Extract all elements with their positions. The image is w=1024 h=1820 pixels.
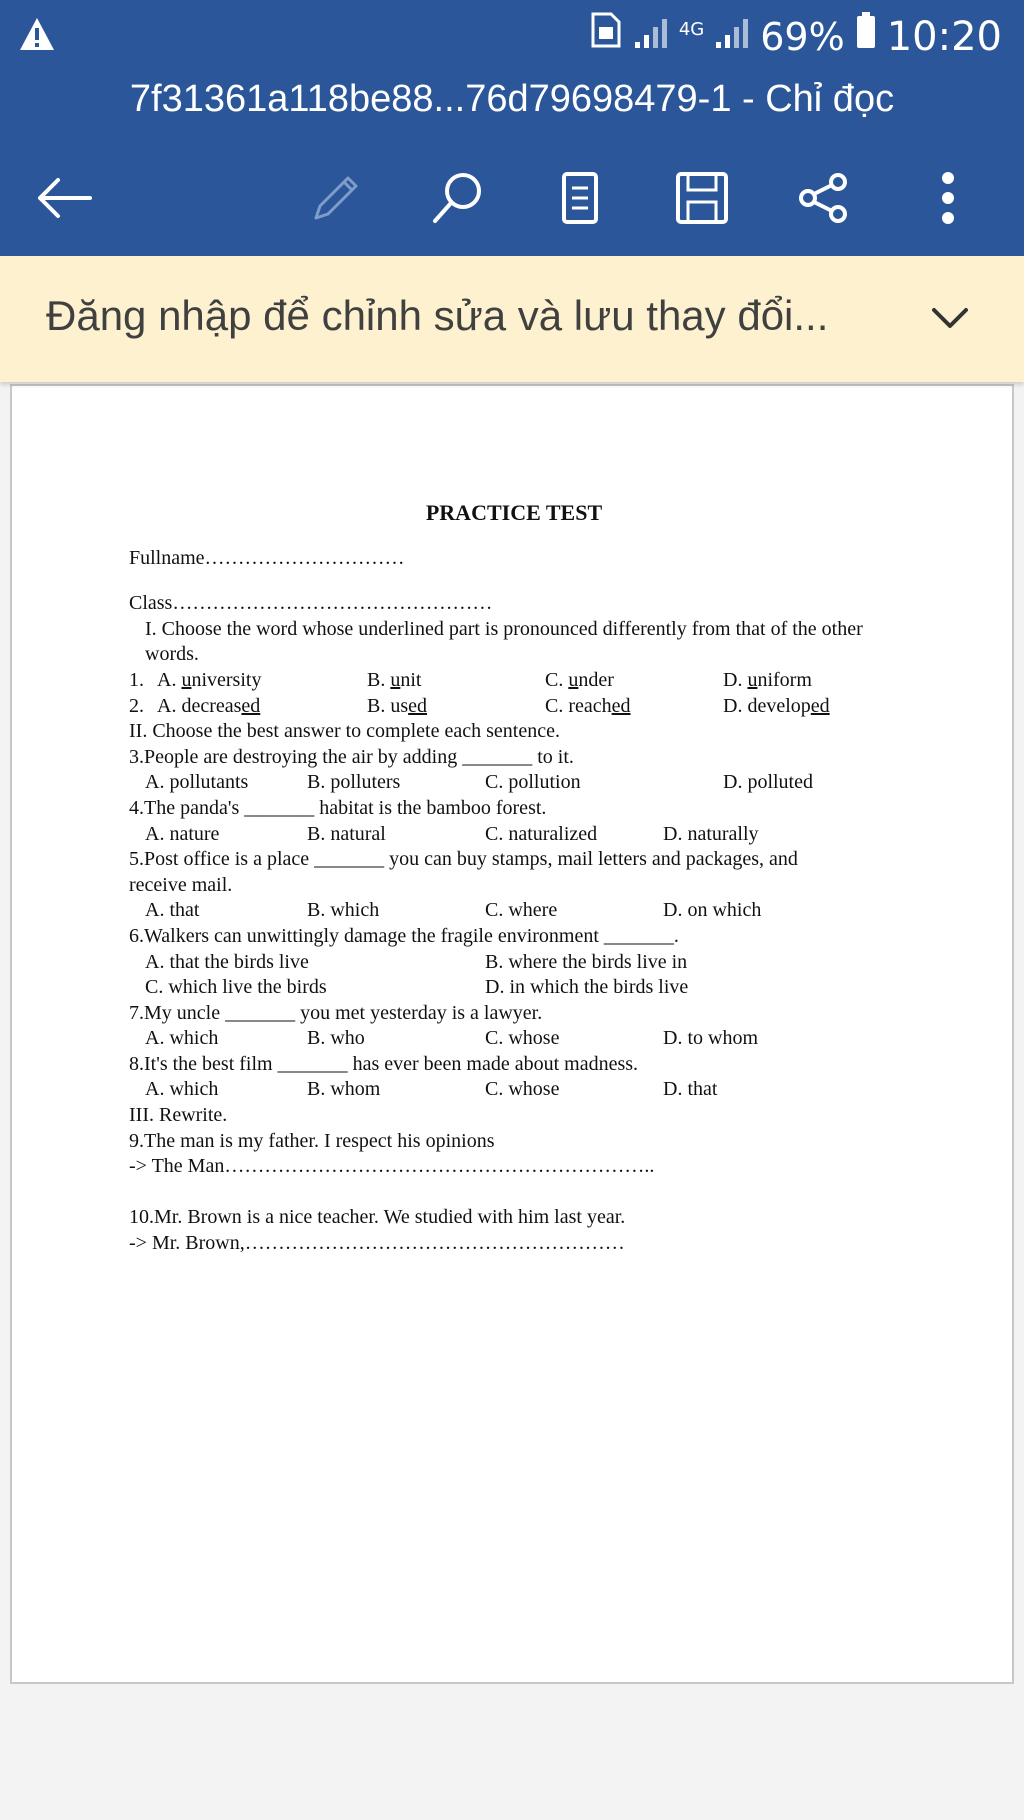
document-title: 7f31361a118be88...76d79698479-1 - Chỉ đọc [129,78,895,120]
sim-icon [589,10,623,63]
q1-option-b: B. unit [367,668,422,691]
status-right [589,10,1002,63]
app-bar [0,0,1024,256]
section-1-title: I. Choose the word whose underlined part is pronounced differently from that of the other words. [145,617,863,666]
network-type: 4G [678,18,705,40]
document-page[interactable] [10,384,1014,1684]
share-icon [796,170,852,226]
question-9-answer: -> The Man……………………………………………………….. [129,1155,655,1178]
q2-option-b: B. used [367,694,428,717]
section-2-title: II. Choose the best answer to complete each sentence. [129,720,560,743]
q1-option-a: A. university [157,668,262,691]
question-3-options: A. pollutants B. polluters C. pollution D. polluted [145,771,813,794]
status-bar [0,0,1024,72]
question-9-stem: 9.The man is my father. I respect his opinions [129,1129,495,1152]
question-8-options: A. which B. whom C. whose D. that [145,1078,718,1101]
question-2: 2. A. decreased B. used C. reached D. developed [129,694,919,720]
clock: 10:20 [886,13,1002,60]
q1-option-c: C. under [545,668,614,691]
sign-in-banner[interactable] [0,256,1024,382]
save-button[interactable] [662,158,742,238]
fullname-line: Fullname………………………… [129,546,405,569]
question-5-stem-2: receive mail. [129,873,233,896]
more-vertical-icon [938,170,958,226]
class-line: Class………………………………………… [129,592,493,615]
toolbar [0,158,1024,238]
question-6-options-row-2: C. which live the birds D. in which the birds live [145,976,689,999]
question-3-stem: 3.People are destroying the air by adding _______ to it. [129,745,574,768]
q2-option-a: A. decreased [157,694,261,717]
page-title: PRACTICE TEST [425,500,603,525]
question-6-options-row-1: A. that the birds live B. where the birds live in [145,950,688,973]
back-button[interactable] [24,158,104,238]
battery-icon [855,10,877,63]
question-10-answer: -> Mr. Brown,………………………………………………… [129,1232,625,1255]
reading-view-icon [560,170,600,226]
document-body [129,500,919,1257]
reading-view-button[interactable] [540,158,620,238]
question-8-stem: 8.It's the best film _______ has ever been made about madness. [129,1052,639,1075]
question-7-stem: 7.My uncle _______ you met yesterday is a lawyer. [129,1001,543,1024]
question-1: 1. A. university B. unit C. under D. uniform [129,668,919,694]
question-6-stem: 6.Walkers can unwittingly damage the fragile environment _______. [129,924,679,947]
section-3-title: III. Rewrite. [129,1104,228,1127]
question-4-stem: 4.The panda's _______ habitat is the bamboo forest. [129,796,547,819]
question-4-options: A. nature B. natural C. naturalized D. naturally [145,822,759,845]
banner-text: Đăng nhập để chỉnh sửa và lưu thay đổi... [46,292,829,339]
search-icon [429,169,487,227]
q2-option-c: C. reached [545,694,631,717]
more-button[interactable] [908,158,988,238]
question-5-stem-1: 5.Post office is a place _______ you can buy stamps, mail letters and packages, and [129,848,798,871]
q2-option-d: D. developed [723,694,830,717]
save-icon [674,170,730,226]
share-button[interactable] [784,158,864,238]
q1-option-d: D. uniform [723,668,812,691]
warning-icon [18,16,56,56]
back-arrow-icon [34,176,94,220]
pencil-icon [308,170,364,226]
edit-button[interactable] [296,158,376,238]
search-button[interactable] [418,158,498,238]
question-5-options: A. that B. which C. where D. on which [145,899,762,922]
battery-percent: 69% [760,14,845,59]
question-10-stem: 10.Mr. Brown is a nice teacher. We studied with him last year. [129,1206,626,1229]
chevron-down-icon[interactable] [922,290,978,346]
signal-icon-2 [714,11,750,63]
question-7-options: A. which B. who C. whose D. to whom [145,1027,758,1050]
signal-icon [633,11,669,63]
